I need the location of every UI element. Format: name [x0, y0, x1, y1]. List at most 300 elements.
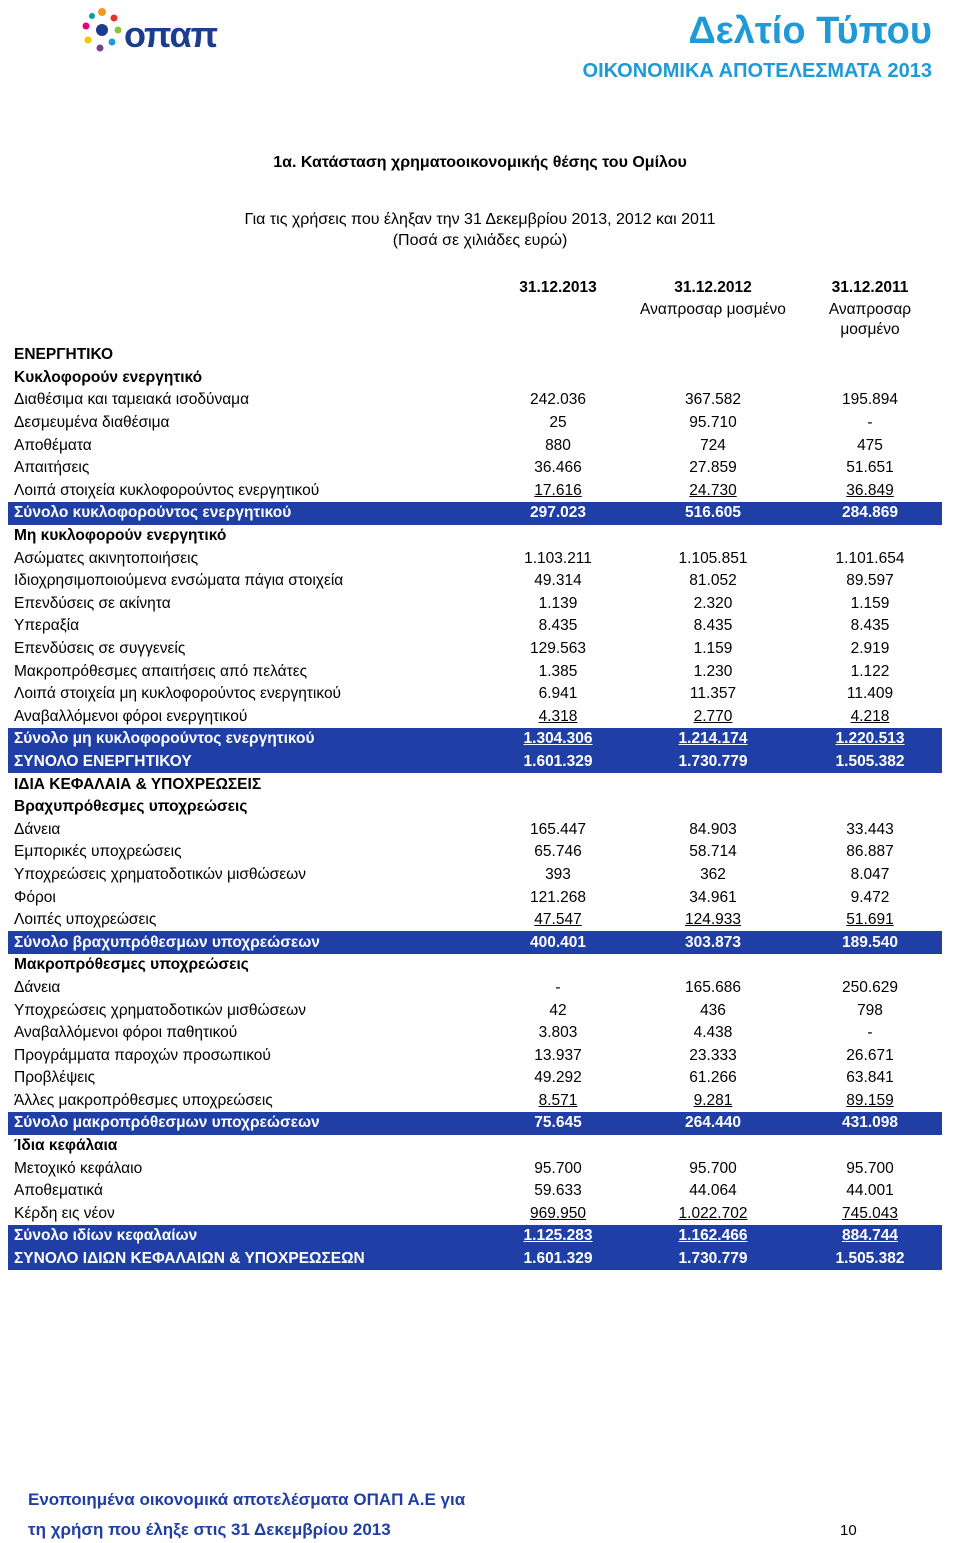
- row-label: Σύνολο μη κυκλοφορούντος ενεργητικού: [8, 728, 488, 751]
- row-value-2011: [798, 660, 942, 683]
- table-row: [8, 412, 942, 435]
- logo-star-icon: [78, 4, 128, 64]
- cell-value: 242.036: [529, 391, 587, 409]
- cell-value: 95.700: [534, 1159, 582, 1177]
- row-value-2012: [628, 841, 798, 864]
- cell-value: 1.505.382: [835, 1250, 905, 1268]
- table-row: [8, 638, 942, 661]
- table-row: [8, 480, 942, 503]
- cell-value: 89.597: [846, 572, 894, 590]
- cell-value: 250.629: [841, 978, 899, 996]
- row-value-2011: [798, 1135, 942, 1158]
- row-value-2012: [628, 660, 798, 683]
- cell-value: 124.933: [684, 911, 742, 929]
- header-blank: [8, 276, 488, 300]
- row-value-2013: [488, 751, 628, 774]
- row-value-2012: [628, 457, 798, 480]
- cell-value: 475: [857, 436, 883, 454]
- cell-value: 516.605: [684, 504, 742, 522]
- table-row: [8, 841, 942, 864]
- cell-value: 23.333: [689, 1046, 737, 1064]
- cell-value: -: [867, 1024, 873, 1042]
- table-row: [8, 706, 942, 729]
- table-row: [8, 434, 942, 457]
- row-value-2011: [798, 1225, 942, 1248]
- row-value-2011: [798, 931, 942, 954]
- row-value-2013: [488, 344, 628, 367]
- row-value-2013: [488, 954, 628, 977]
- cell-value: 1.022.702: [678, 1204, 748, 1222]
- row-value-2013: [488, 480, 628, 503]
- table-row: [8, 593, 942, 616]
- row-value-2012: [628, 751, 798, 774]
- cell-value: 84.903: [689, 820, 737, 838]
- cell-value: 1.601.329: [523, 752, 593, 770]
- cell-value: 1.230: [693, 662, 733, 680]
- row-value-2012: [628, 1180, 798, 1203]
- row-value-2011: [798, 480, 942, 503]
- cell-value: 1.162.466: [678, 1227, 748, 1245]
- table-row: [8, 1203, 942, 1226]
- row-value-2012: [628, 1090, 798, 1113]
- cell-value: 95.700: [846, 1159, 894, 1177]
- cell-value: 195.894: [841, 391, 899, 409]
- cell-value: 9.281: [693, 1091, 733, 1109]
- row-value-2012: [628, 615, 798, 638]
- row-value-2011: [798, 999, 942, 1022]
- row-label: ΣΥΝΟΛΟ ΙΔΙΩΝ ΚΕΦΑΛΑΙΩΝ & ΥΠΟΧΡΕΩΣΕΩΝ: [8, 1248, 488, 1271]
- table-row: [8, 931, 942, 954]
- row-value-2012: [628, 1135, 798, 1158]
- row-label: Διαθέσιμα και ταμειακά ισοδύναμα: [14, 391, 250, 409]
- row-value-2012: [628, 909, 798, 932]
- row-label: Μακροπρόθεσμες υποχρεώσεις: [14, 956, 249, 974]
- row-value-2011: [798, 977, 942, 1000]
- cell-value: 65.746: [534, 843, 582, 861]
- row-value-2013: [488, 1180, 628, 1203]
- row-label: Μετοχικό κεφάλαιο: [14, 1159, 143, 1177]
- row-label: Αναβαλλόμενοι φόροι παθητικού: [14, 1024, 238, 1042]
- row-value-2011: [798, 367, 942, 390]
- row-value-2011: [798, 1248, 942, 1271]
- restated-note-2011: Αναπροσαρ μοσμένο: [828, 301, 912, 338]
- row-value-2013: [488, 367, 628, 390]
- cell-value: 1.505.382: [835, 752, 905, 770]
- table-row: [8, 1135, 942, 1158]
- row-value-2012: [628, 638, 798, 661]
- row-value-2013: [488, 615, 628, 638]
- row-value-2013: [488, 593, 628, 616]
- row-value-2011: [798, 751, 942, 774]
- cell-value: 9.472: [850, 888, 890, 906]
- cell-value: 2.770: [693, 707, 733, 725]
- cell-value: 165.686: [684, 978, 742, 996]
- opap-logo: [78, 4, 238, 64]
- row-value-2013: [488, 502, 628, 525]
- cell-value: 129.563: [529, 640, 587, 658]
- row-value-2012: [628, 1203, 798, 1226]
- row-value-2011: [798, 344, 942, 367]
- row-value-2011: [798, 818, 942, 841]
- row-value-2013: [488, 706, 628, 729]
- cell-value: 8.435: [850, 617, 890, 635]
- row-label: Ασώματες ακινητοποιήσεις: [14, 549, 199, 567]
- row-value-2012: [628, 1225, 798, 1248]
- table-row: [8, 751, 942, 774]
- row-value-2011: [798, 683, 942, 706]
- table-row: [8, 999, 942, 1022]
- row-label: Ίδια κεφάλαια: [14, 1137, 118, 1155]
- cell-value: 95.700: [689, 1159, 737, 1177]
- cell-value: 81.052: [689, 572, 737, 590]
- row-label: Μακροπρόθεσμες απαιτήσεις από πελάτες: [14, 662, 308, 680]
- row-value-2012: [628, 931, 798, 954]
- row-label: Μη κυκλοφορούν ενεργητικό: [14, 527, 227, 545]
- row-value-2012: [628, 1112, 798, 1135]
- row-value-2012: [628, 728, 798, 751]
- row-label: Λοιπά στοιχεία κυκλοφορούντος ενεργητικού: [14, 481, 320, 499]
- cell-value: 8.435: [693, 617, 733, 635]
- row-value-2012: [628, 1248, 798, 1271]
- row-value-2012: [628, 525, 798, 548]
- row-value-2013: [488, 1248, 628, 1271]
- row-value-2013: [488, 547, 628, 570]
- cell-value: 11.357: [689, 685, 737, 703]
- cell-value: 4.318: [538, 707, 578, 725]
- cell-value: 33.443: [846, 820, 894, 838]
- cell-value: 44.001: [846, 1182, 894, 1200]
- row-value-2012: [628, 1157, 798, 1180]
- cell-value: 1.220.513: [835, 730, 905, 748]
- cell-value: 26.671: [846, 1046, 894, 1064]
- row-value-2013: [488, 977, 628, 1000]
- cell-value: 1.214.174: [678, 730, 748, 748]
- table-row: [8, 547, 942, 570]
- cell-value: 49.314: [534, 572, 582, 590]
- table-row: [8, 1112, 942, 1135]
- cell-value: 36.849: [846, 481, 894, 499]
- row-value-2013: [488, 412, 628, 435]
- row-value-2011: [798, 706, 942, 729]
- cell-value: 8.571: [538, 1091, 578, 1109]
- row-value-2011: [798, 796, 942, 819]
- cell-value: 1.730.779: [678, 752, 748, 770]
- row-label: Αναβαλλόμενοι φόροι ενεργητικού: [14, 707, 248, 725]
- row-value-2013: [488, 660, 628, 683]
- cell-value: 1.601.329: [523, 1250, 593, 1268]
- cell-value: 6.941: [538, 685, 578, 703]
- row-value-2013: [488, 1225, 628, 1248]
- table-row: [8, 1067, 942, 1090]
- cell-value: 24.730: [689, 481, 737, 499]
- cell-value: 1.103.211: [524, 549, 592, 567]
- row-value-2013: [488, 1044, 628, 1067]
- table-row: [8, 954, 942, 977]
- row-value-2011: [798, 1044, 942, 1067]
- row-label: Βραχυπρόθεσμες υποχρεώσεις: [14, 798, 248, 816]
- table-row: [8, 570, 942, 593]
- cell-value: 121.268: [529, 888, 587, 906]
- cell-value: 3.803: [538, 1024, 578, 1042]
- row-value-2011: [798, 773, 942, 796]
- cell-value: 745.043: [841, 1204, 899, 1222]
- cell-value: 36.466: [534, 459, 582, 477]
- cell-value: 2.919: [850, 640, 890, 658]
- row-value-2013: [488, 683, 628, 706]
- restated-note-2013: [488, 300, 628, 344]
- row-value-2013: [488, 638, 628, 661]
- row-label: Υποχρεώσεις χρηματοδοτικών μισθώσεων: [14, 1001, 306, 1019]
- row-value-2012: [628, 796, 798, 819]
- row-label: Εμπορικές υποχρεώσεις: [14, 843, 182, 861]
- row-value-2013: [488, 773, 628, 796]
- row-value-2013: [488, 796, 628, 819]
- cell-value: 969.950: [529, 1204, 587, 1222]
- cell-value: 1.730.779: [678, 1250, 748, 1268]
- cell-value: 63.841: [846, 1069, 894, 1087]
- row-label: Αποθεματικά: [14, 1182, 103, 1200]
- row-value-2013: [488, 1203, 628, 1226]
- table-row: [8, 457, 942, 480]
- row-label: Φόροι: [14, 888, 56, 906]
- footer-line-1: Ενοποιημένα οικονομικά αποτελέσματα ΟΠΑΠ Α.Ε για: [28, 1490, 466, 1509]
- cell-value: 884.744: [841, 1227, 899, 1245]
- row-value-2011: [798, 841, 942, 864]
- row-value-2013: [488, 457, 628, 480]
- row-label: Απαιτήσεις: [14, 459, 90, 477]
- table-row: [8, 660, 942, 683]
- row-value-2012: [628, 773, 798, 796]
- cell-value: 58.714: [689, 843, 737, 861]
- row-value-2012: [628, 344, 798, 367]
- cell-value: 1.105.851: [678, 549, 748, 567]
- table-row: [8, 525, 942, 548]
- table-row: [8, 389, 942, 412]
- row-value-2013: [488, 841, 628, 864]
- cell-value: 8.047: [850, 865, 890, 883]
- cell-value: 51.651: [846, 459, 894, 477]
- logo-text: οπαπ: [124, 14, 218, 55]
- cell-value: 1.159: [693, 640, 733, 658]
- row-value-2013: [488, 818, 628, 841]
- row-value-2012: [628, 570, 798, 593]
- row-label: Σύνολο μακροπρόθεσμων υποχρεώσεων: [8, 1112, 488, 1135]
- table-row: [8, 367, 942, 390]
- row-label: Λοιπές υποχρεώσεις: [14, 911, 157, 929]
- restated-blank: [8, 300, 488, 344]
- cell-value: 189.540: [841, 933, 899, 951]
- cell-value: 724: [700, 436, 726, 454]
- row-value-2011: [798, 638, 942, 661]
- table-column-header-row: [8, 276, 942, 300]
- cell-value: 400.401: [529, 933, 587, 951]
- cell-value: 2.320: [693, 594, 733, 612]
- table-row: [8, 1022, 942, 1045]
- cell-value: 284.869: [841, 504, 899, 522]
- cell-value: 47.547: [534, 911, 582, 929]
- row-value-2012: [628, 593, 798, 616]
- row-value-2013: [488, 1135, 628, 1158]
- row-value-2012: [628, 1067, 798, 1090]
- row-label: Ιδιοχρησιμοποιούμενα ενσώματα πάγια στοιχεία: [14, 572, 344, 590]
- row-label: Επενδύσεις σε συγγενείς: [14, 640, 186, 658]
- row-value-2011: [798, 615, 942, 638]
- table-row: [8, 818, 942, 841]
- row-value-2012: [628, 977, 798, 1000]
- table-row: [8, 344, 942, 367]
- cell-value: 95.710: [689, 414, 737, 432]
- cell-value: 1.101.654: [835, 549, 905, 567]
- row-value-2012: [628, 954, 798, 977]
- cell-value: -: [867, 414, 873, 432]
- table-row: [8, 615, 942, 638]
- row-value-2011: [798, 1067, 942, 1090]
- cell-value: 798: [857, 1001, 883, 1019]
- row-value-2012: [628, 502, 798, 525]
- press-release-title: Δελτίο Τύπου: [688, 10, 932, 52]
- cell-value: 1.125.283: [523, 1227, 593, 1245]
- table-row: [8, 977, 942, 1000]
- row-value-2011: [798, 1203, 942, 1226]
- cell-value: 89.159: [846, 1091, 894, 1109]
- row-value-2013: [488, 999, 628, 1022]
- row-value-2012: [628, 706, 798, 729]
- row-value-2012: [628, 547, 798, 570]
- row-value-2011: [798, 547, 942, 570]
- footer-line-2: τη χρήση που έληξε στις 31 Δεκεμβρίου 2013: [28, 1520, 391, 1539]
- row-value-2011: [798, 954, 942, 977]
- row-value-2011: [798, 525, 942, 548]
- cell-value: 44.064: [689, 1182, 737, 1200]
- cell-value: 303.873: [684, 933, 742, 951]
- report-units: (Ποσά σε χιλιάδες ευρώ): [392, 232, 568, 249]
- row-value-2013: [488, 434, 628, 457]
- row-value-2011: [798, 1112, 942, 1135]
- cell-value: 436: [700, 1001, 726, 1019]
- row-value-2012: [628, 818, 798, 841]
- row-value-2013: [488, 389, 628, 412]
- cell-value: 8.435: [538, 617, 578, 635]
- cell-value: 42: [549, 1001, 567, 1019]
- cell-value: 4.438: [693, 1024, 733, 1042]
- table-row: [8, 1157, 942, 1180]
- row-value-2011: [798, 864, 942, 887]
- row-label: Δεσμευμένα διαθέσιμα: [14, 414, 170, 432]
- table-restated-row: [8, 300, 942, 344]
- row-label: Σύνολο βραχυπρόθεσμων υποχρεώσεων: [8, 931, 488, 954]
- row-label: Δάνεια: [14, 978, 61, 996]
- table-row: [8, 909, 942, 932]
- row-value-2012: [628, 389, 798, 412]
- table-row: [8, 1248, 942, 1271]
- column-header-2011: 31.12.2011: [831, 279, 909, 296]
- row-value-2011: [798, 886, 942, 909]
- restated-note-2012: Αναπροσαρ μοσμένο: [640, 301, 786, 318]
- column-header-2012: 31.12.2012: [674, 279, 752, 296]
- column-header-2013: 31.12.2013: [519, 279, 597, 296]
- row-label: Επενδύσεις σε ακίνητα: [14, 594, 171, 612]
- report-period: Για τις χρήσεις που έληξαν την 31 Δεκεμβρίου 2013, 2012 και 2011: [244, 211, 716, 228]
- row-value-2013: [488, 886, 628, 909]
- row-value-2011: [798, 570, 942, 593]
- row-label: ΕΝΕΡΓΗΤΙΚΟ: [14, 346, 114, 364]
- row-value-2011: [798, 1157, 942, 1180]
- row-label: Υπεραξία: [14, 617, 80, 635]
- row-label: Υποχρεώσεις χρηματοδοτικών μισθώσεων: [14, 865, 306, 883]
- row-value-2013: [488, 525, 628, 548]
- row-label: Σύνολο ιδίων κεφαλαίων: [8, 1225, 488, 1248]
- cell-value: 34.961: [689, 888, 737, 906]
- cell-value: 1.385: [538, 662, 578, 680]
- row-value-2012: [628, 480, 798, 503]
- row-label: Αποθέματα: [14, 436, 92, 454]
- table-row: [8, 796, 942, 819]
- table-row: [8, 1090, 942, 1113]
- cell-value: 431.098: [841, 1114, 899, 1132]
- row-value-2013: [488, 1090, 628, 1113]
- row-value-2013: [488, 1112, 628, 1135]
- cell-value: 27.859: [689, 459, 737, 477]
- row-value-2013: [488, 931, 628, 954]
- table-row: [8, 1180, 942, 1203]
- row-value-2013: [488, 570, 628, 593]
- cell-value: 25: [549, 414, 567, 432]
- row-value-2013: [488, 909, 628, 932]
- table-row: [8, 1044, 942, 1067]
- row-label: Κυκλοφορούν ενεργητικό: [14, 368, 203, 386]
- table-row: [8, 886, 942, 909]
- cell-value: 59.633: [534, 1182, 582, 1200]
- table-row: [8, 502, 942, 525]
- cell-value: 86.887: [846, 843, 894, 861]
- row-value-2011: [798, 412, 942, 435]
- cell-value: 61.266: [689, 1069, 737, 1087]
- table-row: [8, 728, 942, 751]
- financial-position-table: [8, 276, 942, 1270]
- row-label: Προβλέψεις: [14, 1069, 96, 1087]
- press-release-subtitle: ΟΙΚΟΝΟΜΙΚΑ ΑΠΟΤΕΛΕΣΜΑΤΑ 2013: [582, 60, 932, 82]
- cell-value: 1.304.306: [523, 730, 593, 748]
- row-value-2011: [798, 728, 942, 751]
- row-value-2012: [628, 367, 798, 390]
- row-label: Σύνολο κυκλοφορούντος ενεργητικού: [8, 502, 488, 525]
- table-row: [8, 864, 942, 887]
- row-label: Άλλες μακροπρόθεσμες υποχρεώσεις: [14, 1091, 273, 1109]
- cell-value: 264.440: [684, 1114, 742, 1132]
- row-value-2013: [488, 728, 628, 751]
- cell-value: 51.691: [846, 911, 894, 929]
- row-value-2011: [798, 1180, 942, 1203]
- row-value-2012: [628, 434, 798, 457]
- row-value-2012: [628, 864, 798, 887]
- row-value-2013: [488, 1022, 628, 1045]
- cell-value: 297.023: [529, 504, 587, 522]
- row-value-2013: [488, 864, 628, 887]
- row-label: ΣΥΝΟΛΟ ΕΝΕΡΓΗΤΙΚΟΥ: [8, 751, 488, 774]
- section-title: 1α. Κατάσταση χρηματοοικονομικής θέσης του Ομίλου: [273, 154, 687, 171]
- row-value-2011: [798, 434, 942, 457]
- row-value-2011: [798, 909, 942, 932]
- cell-value: 367.582: [684, 391, 742, 409]
- row-value-2011: [798, 1022, 942, 1045]
- cell-value: 75.645: [534, 1114, 582, 1132]
- row-label: ΙΔΙΑ ΚΕΦΑΛΑΙΑ & ΥΠΟΧΡΕΩΣΕΙΣ: [14, 775, 262, 793]
- cell-value: 49.292: [534, 1069, 582, 1087]
- row-value-2013: [488, 1157, 628, 1180]
- row-label: Προγράμματα παροχών προσωπικού: [14, 1046, 271, 1064]
- row-value-2011: [798, 1090, 942, 1113]
- cell-value: 1.159: [850, 594, 890, 612]
